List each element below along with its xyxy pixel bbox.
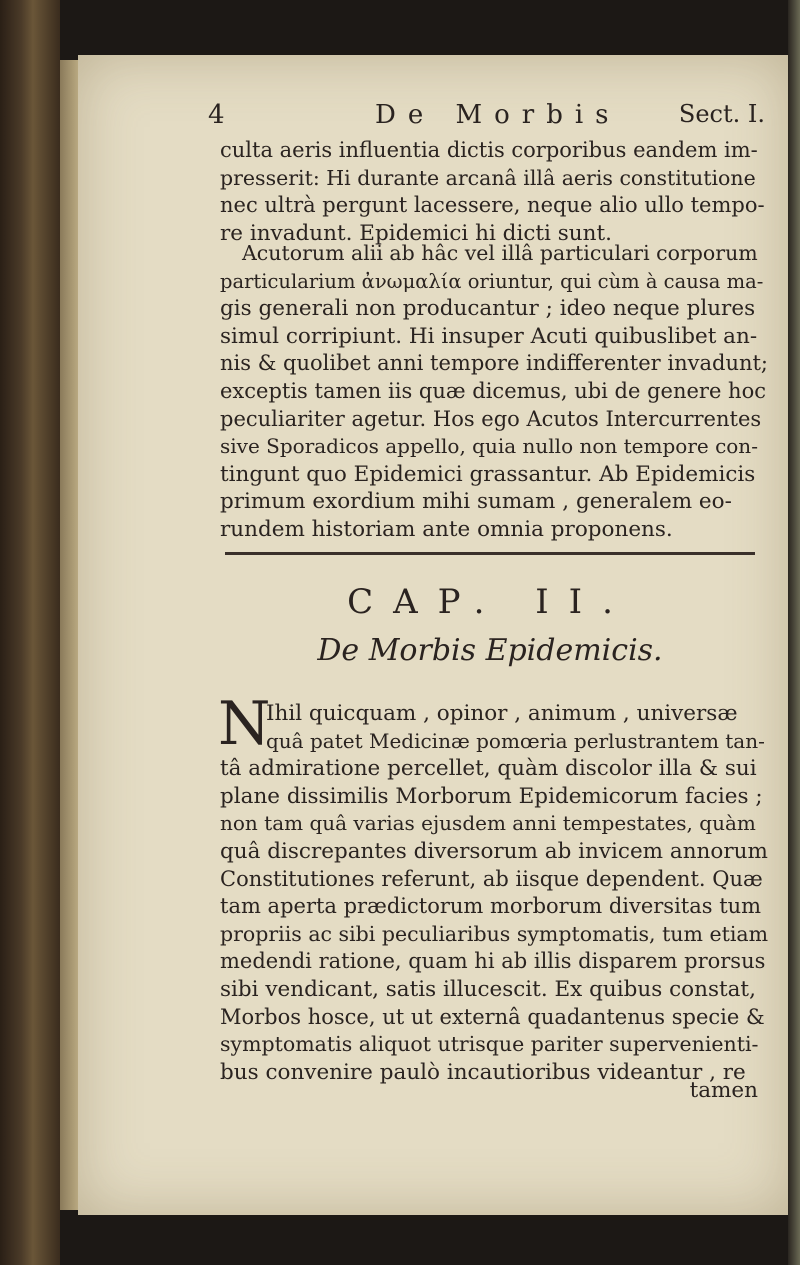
text-line: sibi vendicant, satis illucescit. Ex quibus constat, — [220, 976, 756, 1002]
paragraph-3 — [220, 700, 768, 1086]
text-line: medendi ratione, quam hi ab illis disparem prorsus — [220, 949, 766, 974]
text-line: exceptis tamen iis quæ dicemus, ubi de genere hoc — [220, 378, 766, 403]
chapter-heading: CAP. II. — [347, 582, 633, 622]
text-line: particularium ἀνωμαλία oriuntur, qui cùm à causa ma- — [220, 269, 764, 293]
text-line: non tam quâ varias ejusdem anni tempestates, quàm — [220, 811, 756, 836]
text-line: re invadunt. Epidemici hi dicti sunt. — [220, 220, 612, 246]
book-spine — [0, 0, 60, 1265]
page-edge — [788, 0, 800, 1265]
drop-cap: N — [218, 689, 271, 759]
paragraph-2 — [220, 240, 768, 544]
text-line: nis & quolibet anni tempore indifferenter invadunt; — [220, 351, 769, 376]
text-line: tingunt quo Epidemici grassantur. Ab Epidemicis — [220, 461, 756, 487]
chapter-divider — [225, 552, 755, 555]
page-header — [208, 100, 765, 134]
text-line: Morbos hosce, ut ut externâ quadantenus specie & — [220, 1004, 765, 1029]
text-line: culta aeris influentia dictis corporibus eandem im- — [220, 138, 758, 162]
text-line: symptomatis aliquot utrisque pariter supervenienti- — [220, 1032, 759, 1057]
chapter-subtitle: De Morbis Epidemicis. — [317, 633, 663, 668]
text-line: tam aperta prædictorum morborum diversitas tum — [220, 894, 762, 919]
catchword: tamen — [689, 1078, 758, 1103]
text-line: propriis ac sibi peculiaribus symptomatis, tum etiam — [220, 921, 769, 946]
text-line: sive Sporadicos appello, quia nullo non tempore con- — [220, 434, 758, 459]
text-line: rundem historiam ante omnia proponens. — [220, 516, 673, 542]
text-line: nec ultrà pergunt lacessere, neque alio ullo tempo- — [220, 193, 765, 218]
running-title: De Morbis — [375, 100, 621, 130]
text-line: plane dissimilis Morborum Epidemicorum facies ; — [220, 783, 763, 809]
paragraph-1 — [220, 137, 768, 247]
text-line: tâ admiratione percellet, quàm discolor illa & sui — [220, 756, 757, 782]
text-line: peculiariter agetur. Hos ego Acutos Intercurrentes — [220, 406, 762, 431]
page-number: 4 — [208, 100, 225, 130]
text-line: simul corripiunt. Hi insuper Acuti quibuslibet an- — [220, 323, 758, 349]
text-line: bus convenire paulò incautioribus videantur , re — [220, 1059, 746, 1085]
text-line: gis generali non producantur ; ideo neque plures — [220, 296, 756, 322]
text-line: quâ discrepantes diversorum ab invicem annorum — [220, 838, 768, 864]
text-line: Constitutiones referunt, ab iisque dependent. Quæ — [220, 866, 763, 891]
text-line: primum exordium mihi sumam , generalem eo- — [220, 489, 732, 515]
text-line: Acutorum alii ab hâc vel illâ particulari corporum — [242, 241, 758, 265]
text-line: presserit: Hi durante arcanâ illâ aeris constitutione — [220, 165, 756, 190]
text-line: quâ patet Medicinæ pomœria perlustrantem tan- — [266, 728, 765, 753]
text-line: Ihil quicquam , opinor , animum , universæ — [266, 701, 738, 726]
section-mark: Sect. I. — [678, 100, 765, 128]
